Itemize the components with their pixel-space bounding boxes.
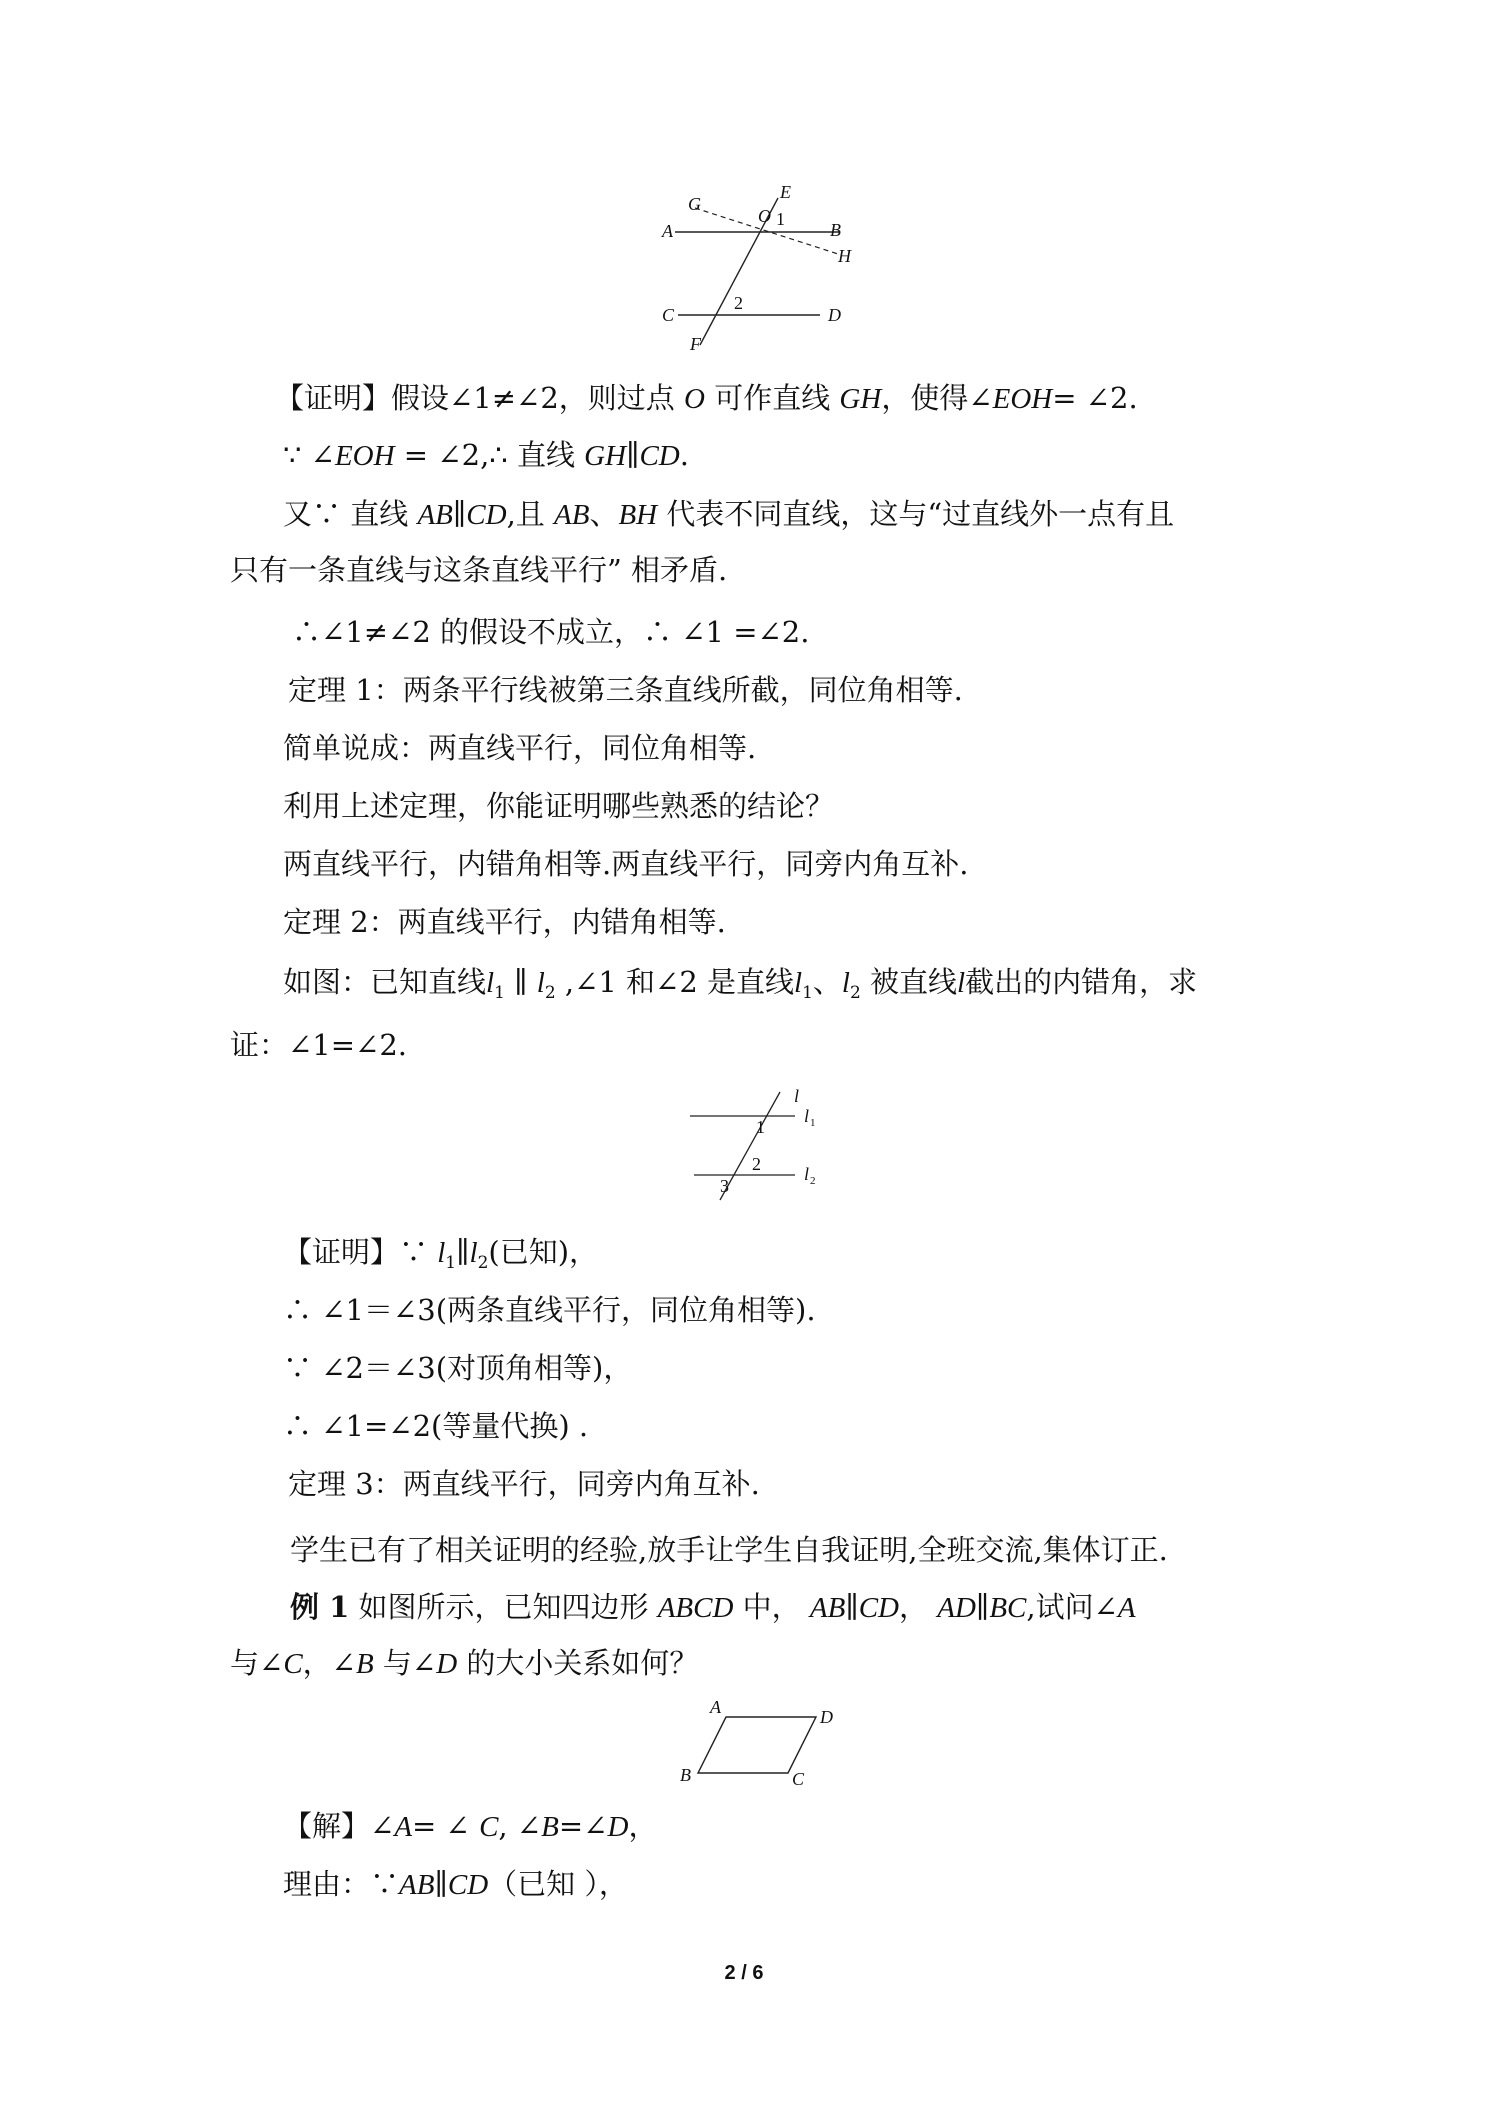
theorem-2: 定理 2：两直线平行，内错角相等. [283,905,726,939]
label-B: B [830,220,841,240]
figure-parallelogram [668,1695,858,1795]
label-D: D [828,305,841,325]
label-angle-3: 3 [720,1176,729,1196]
example-1: 例 1 如图所示，已知四边形 ABCD 中， AB∥CD， AD∥BC,试问∠A [290,1590,1136,1624]
solution-line-2: 理由：∵AB∥CD（已知 ）， [283,1867,628,1901]
proof-line-3: 又∵ 直线 AB∥CD,且 AB、BH 代表不同直线，这与“过直线外一点有且 [283,497,1175,531]
label-A: A [710,1697,721,1717]
proof-line-2: ∵ ∠EOH = ∠2,∴ 直线 GH∥CD. [283,438,689,472]
theorem-3: 定理 3：两直线平行，同旁内角互补. [288,1467,760,1501]
proof2-line-3: ∵ ∠2＝∠3(对顶角相等)， [283,1351,633,1385]
proof2-line-4: ∴ ∠1=∠2(等量代换) . [283,1409,589,1443]
label-O: O [758,206,771,226]
figure-alternate-angles [680,1082,840,1207]
figure-parallel-lines-transversal [650,180,880,355]
label-l1: l [804,1106,810,1126]
label-B: B [680,1765,691,1785]
problem-statement: 如图：已知直线$l_1$ ∥ $l_2$ ,∠1 和∠2 是直线$l_1$、$l_2$ 被直线l截出的内错角，求 [283,965,1198,1003]
proof-line-1: 【证明】假设∠1≠∠2，则过点 O 可作直线 GH，使得∠EOH= ∠2. [275,381,1138,415]
label-G: G [688,194,701,214]
label-H: H [838,246,851,266]
label-angle-2: 2 [752,1154,761,1174]
label-l2: l [804,1164,810,1184]
label-l1-sub: 1 [810,1117,816,1129]
label-l2-sub: 2 [810,1175,816,1187]
label-D: D [820,1707,833,1727]
page-number: 2 / 6 [724,1962,764,1984]
label-F: F [690,334,701,354]
question-line: 利用上述定理，你能证明哪些熟悉的结论？ [283,789,835,823]
label-l: l [794,1086,800,1106]
label-C: C [792,1769,805,1789]
proof2-line-2: ∴ ∠1＝∠3(两条直线平行，同位角相等). [283,1293,816,1327]
label-angle-1: 1 [776,209,785,229]
label-angle-2: 2 [734,293,743,313]
theorem-1-short: 简单说成：两直线平行，同位角相等. [283,731,757,765]
proof2-line-1: 【证明】∵ $l_1\parallel l_2$(已知)， [283,1235,599,1273]
teaching-note: 学生已有了相关证明的经验,放手让学生自我证明,全班交流,集体订正. [290,1533,1168,1567]
solution-line-1: 【解】∠A= ∠ C, ∠B=∠D， [283,1809,658,1843]
example-1-cont: 与∠C，∠B 与∠D 的大小关系如何？ [230,1646,699,1680]
problem-statement-cont: 证：∠1=∠2. [230,1028,408,1062]
theorem-1: 定理 1：两条平行线被第三条直线所截，同位角相等. [288,673,963,707]
label-E: E [780,182,791,202]
proof-line-4: ∴∠1≠∠2 的假设不成立，∴ ∠1 =∠2. [292,615,810,649]
conclusions-line: 两直线平行，内错角相等.两直线平行，同旁内角互补. [283,847,969,881]
label-angle-1: 1 [756,1117,765,1137]
label-A: A [662,221,673,241]
proof-line-3-cont: 只有一条直线与这条直线平行” 相矛盾. [230,553,728,587]
label-C: C [662,305,675,325]
